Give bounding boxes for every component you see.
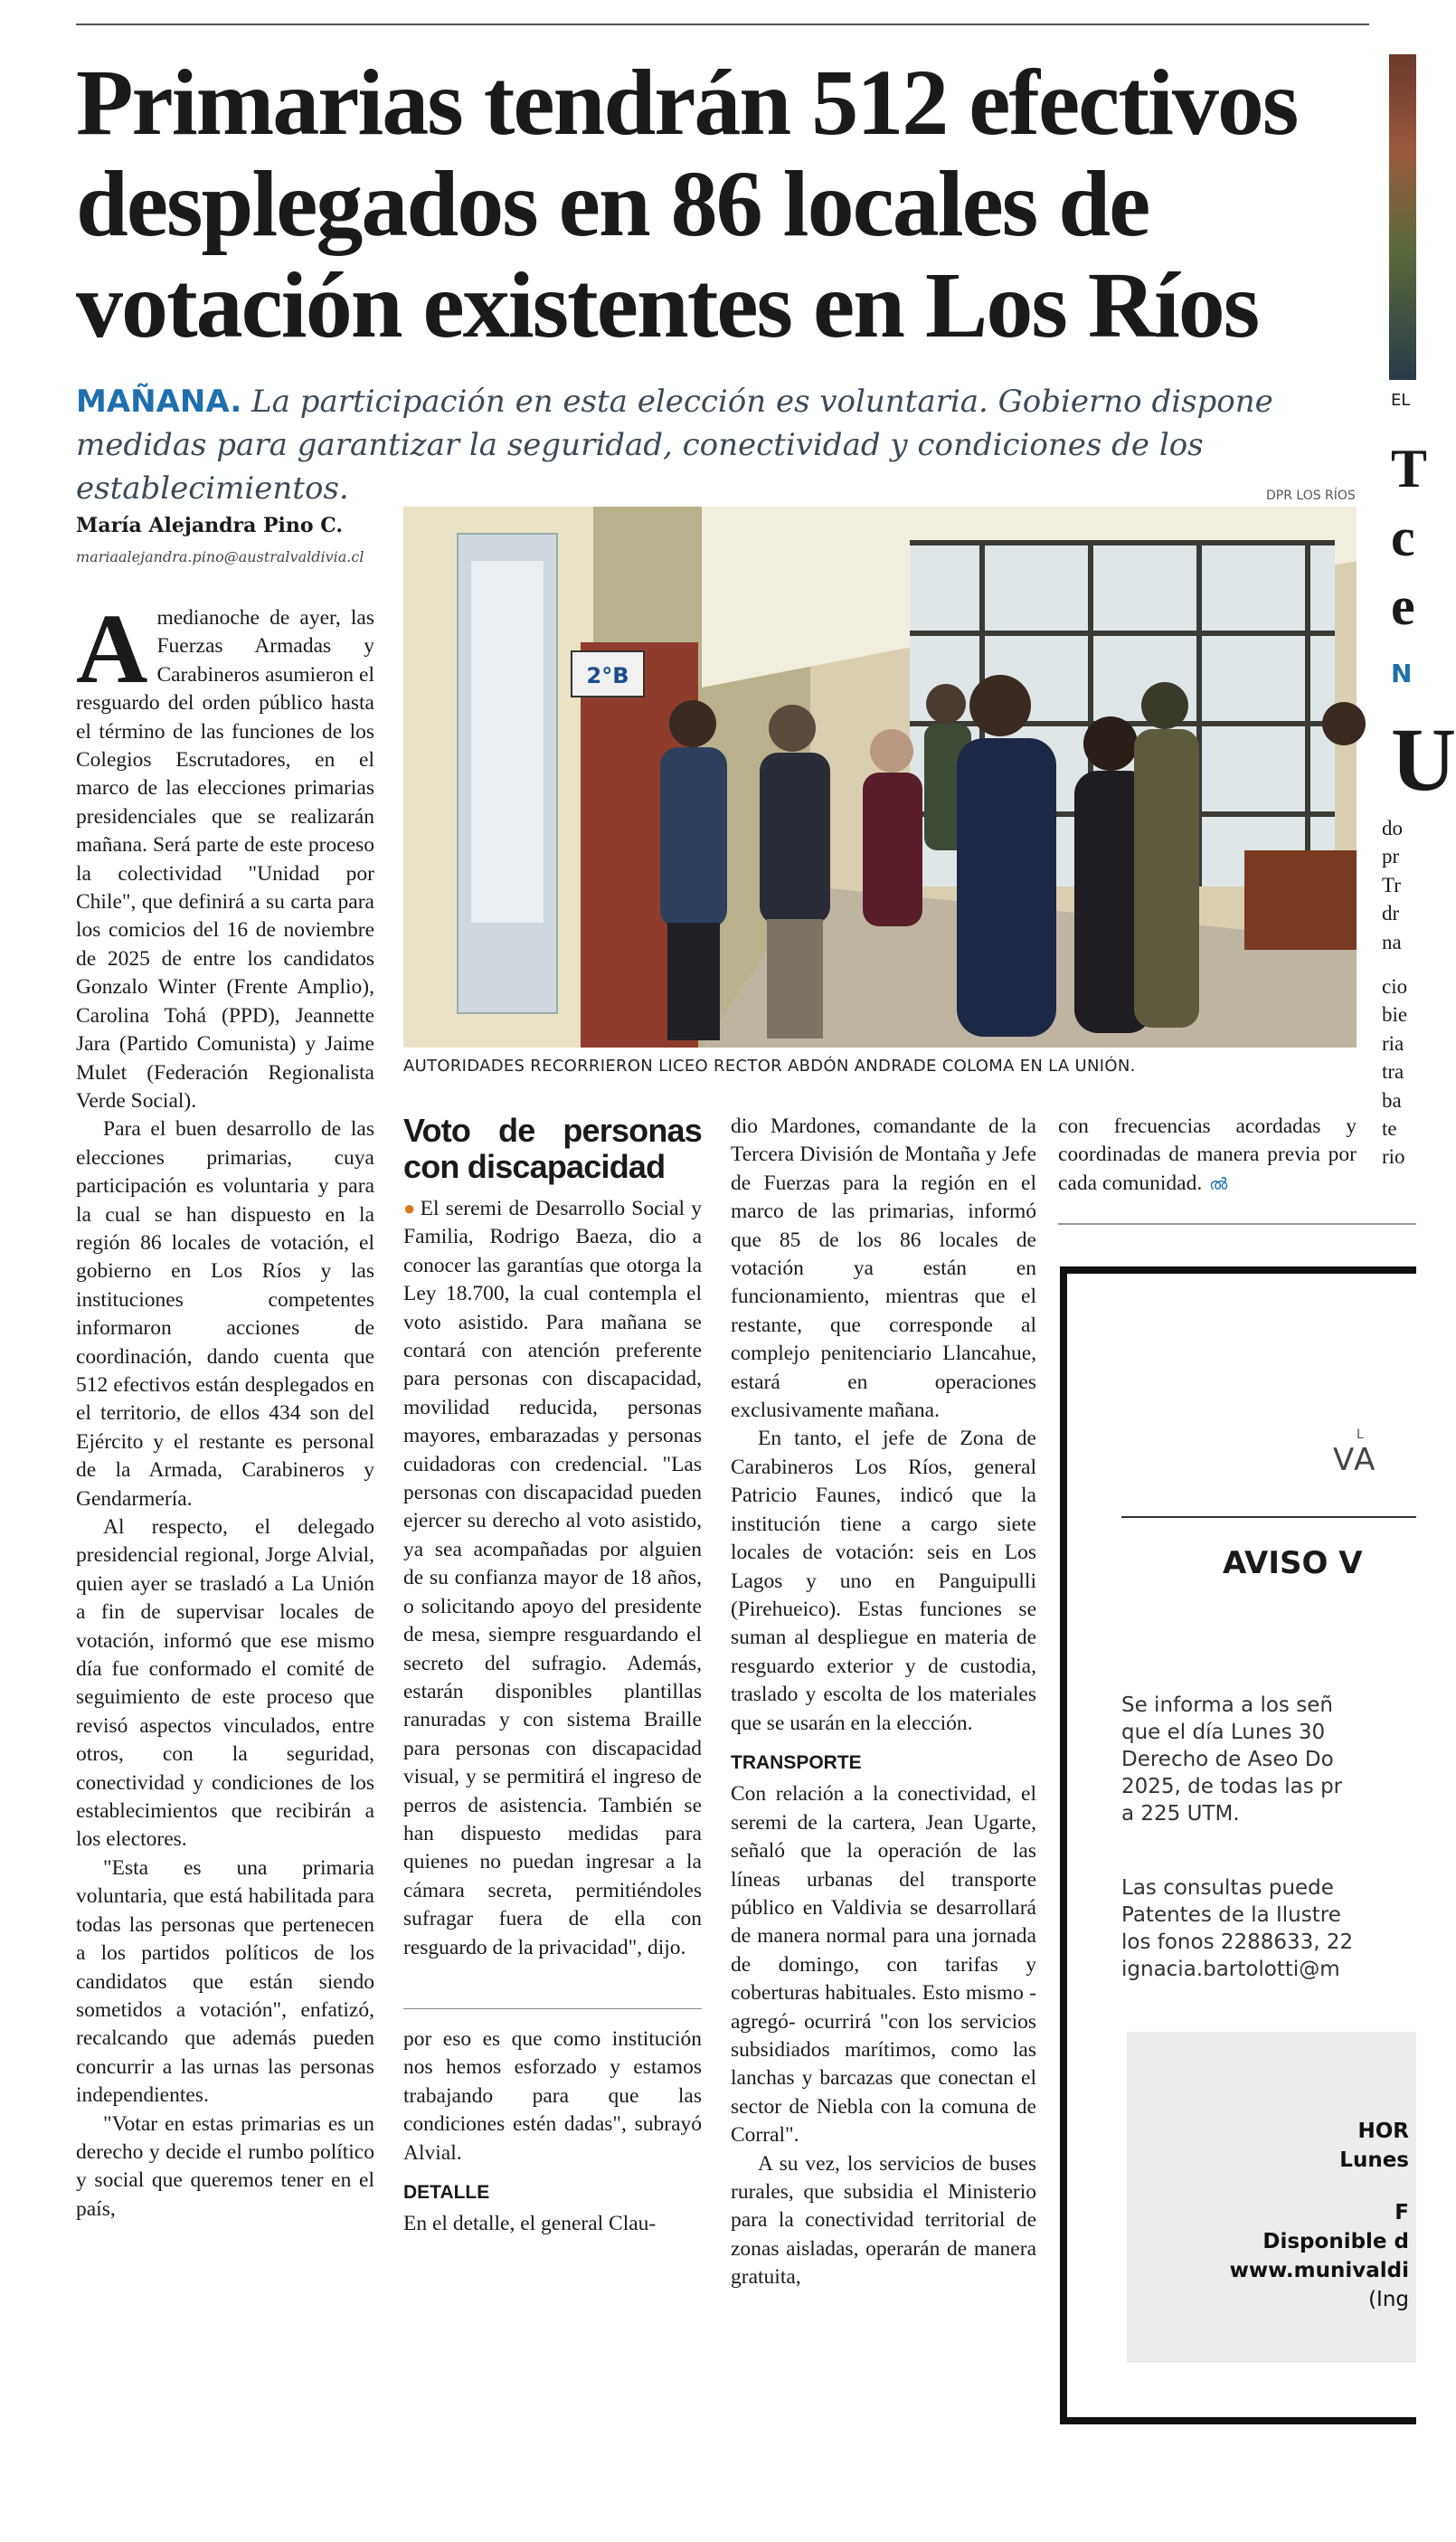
fragment: na xyxy=(1382,930,1402,953)
fragment: ba xyxy=(1382,1088,1402,1112)
paragraph: por eso es que como institución nos hemos esforzado y estamos trabajando para que las condiciones estén dadas", subrayó Alvial. xyxy=(403,2027,702,2165)
notice-box-text xyxy=(1127,2117,1409,2314)
headline xyxy=(76,52,1360,356)
notice-box-line: www.munivaldi xyxy=(1229,2259,1409,2282)
fragment: do xyxy=(1382,817,1403,839)
paragraph xyxy=(403,1194,702,1962)
notice-brand: VA xyxy=(1333,1442,1377,1478)
end-mark-icon: ൽ xyxy=(1209,1174,1228,1193)
photo-sign-text: 2°B xyxy=(586,663,629,688)
drop-cap: A xyxy=(76,593,148,704)
adjacent-headline xyxy=(1391,434,1427,640)
photo-illustration xyxy=(403,507,1357,1048)
notice-line: Las consultas puede xyxy=(1121,1876,1334,1900)
adjacent-headline-line: c xyxy=(1391,507,1415,567)
notice-line: 2025, de todas las pr xyxy=(1121,1775,1343,1798)
adjacent-photo xyxy=(1389,54,1416,380)
fragment: te xyxy=(1382,1117,1397,1141)
article-photo xyxy=(403,507,1357,1048)
fragment: tra xyxy=(1382,1060,1404,1084)
fragment: Tr xyxy=(1382,873,1401,896)
fragment: bie xyxy=(1382,1003,1408,1027)
notice-rule xyxy=(1121,1516,1416,1518)
paragraph xyxy=(1058,1113,1357,1199)
notice-text-block-2 xyxy=(1121,1874,1416,1983)
photo-credit: DPR LOS RÍOS xyxy=(1266,488,1356,503)
article-column-4 xyxy=(1058,1113,1357,1199)
paragraph-text: El seremi de Desarrollo Social y Familia, Rodrigo Baeza, dio a conocer las garantías que otorga la Ley 18.700, la cual contempla el voto asistido. Para mañana se contará con atención preferente para personas con discapacidad, movilidad reducida, personas mayores, embarazadas y personas cuidadoras con credencial. "Las personas con discapacidad pueden ejercer su derecho al voto asistido, ya sea acompañadas por alguien de su confianza mayor de 18 años, o solicitando apoyo del presidente de mesa, siempre resguardando el secreto del sufragio. Además, estarán disponibles plantillas ranuradas y con sistema Braille para personas con discapacidad visual, y se permitirá el ingreso de perros de asistencia. También se han dispuesto medidas para quienes no puedan ingresar a la cámara secreta, permitiéndoles sufragar fuera de ella con resguardo de la privacidad", dijo. xyxy=(403,1197,702,1959)
paragraph: Con relación a la conectividad, el seremi de la cartera, Jean Ugarte, señaló que la operación de las líneas urbanas del transporte público en Valdivia se desarrollará de manera normal para una jornada de domingo, con tarifas y coberturas habituales. Esto mismo -agregó- ocurrirá "con los servicios subsidiados marítimos, como las lanchas y barcazas que conectan el sector de Niebla con la comuna de Corral". xyxy=(731,1782,1036,2148)
notice-line: Patentes de la Ilustre xyxy=(1121,1903,1341,1927)
headline-line: Primarias tendrán 512 efectivos xyxy=(76,51,1298,155)
adjacent-headline-line: T xyxy=(1391,439,1428,498)
paragraph: dio Mardones, comandante de la Tercera División de Montaña y Jefe de Fuerzas para la región en el marco de las primarias, informó que 85 de los 86 locales de votación ya están en funcionamiento, mientras que el restante, que corresponde al complejo penitenciario Llancahue, estará en operaciones exclusivamente mañana. xyxy=(731,1114,1036,1423)
article-column-2 xyxy=(403,1113,702,1962)
paragraph xyxy=(76,593,374,1115)
headline-line: votación existentes en Los Ríos xyxy=(76,253,1259,357)
notice-line: los fonos 2288633, 22 xyxy=(1121,1930,1354,1954)
deck-text: La participación en esta elección es voluntaria. Gobierno dispone medidas para garantizar la seguridad, conectividad y condiciones de los establecimientos. xyxy=(76,384,1273,507)
paragraph: Al respecto, el delegado presidencial regional, Jorge Alvial, quien ayer se trasladó a La Unión a fin de supervisar locales de votación, informó que ese mismo día fue conformado el comité de seguimiento de este proceso que revisó aspectos vinculados, entre otros, con la seguridad, conectividad y condiciones de los establecimientos que recibirán a los electores. xyxy=(76,1515,374,1852)
fragment: pr xyxy=(1382,845,1400,868)
photo-caption: AUTORIDADES RECORRIERON LICEO RECTOR ABDÓN ANDRADE COLOMA EN LA UNIÓN. xyxy=(403,1057,1136,1076)
paragraph: "Votar en estas primarias es un derecho y decide el rumbo político y social que queremos tener en el país, xyxy=(76,2111,374,2221)
notice-box-line: Lunes xyxy=(1339,2148,1409,2172)
fragment: ria xyxy=(1382,1031,1404,1055)
bullet-dot-icon: ● xyxy=(403,1197,417,1219)
author-email: mariaalejandra.pino@australvaldivia.cl xyxy=(76,548,364,565)
notice-line: Se informa a los señ xyxy=(1121,1693,1333,1717)
paragraph: A su vez, los servicios de buses rurales, que subsidia el Ministerio para la conectividad territorial de zonas aisladas, operarán de manera gratuita, xyxy=(731,2151,1036,2290)
article-column-2-continued xyxy=(403,2008,702,2239)
subhead: Voto de personas con discapacidad xyxy=(403,1112,702,1185)
notice-line: que el día Lunes 30 xyxy=(1121,1721,1326,1744)
paragraph-text: medianoche de ayer, las Fuerzas Armadas y Carabineros asumieron el resguardo del orden público hasta el término de las funciones de los Colegios Escrutadores, en el marco de las elecciones primarias presidenciales que se realizarán mañana. Será parte de este proceso la colectividad "Unidad por Chile", que definirá a su carta para los comicios del 16 de noviembre de 2025 de entre los candidatos Gonzalo Winter (Frente Amplio), Carolina Tohá (PPD), Jeannette Jara (Partido Comunista) y Jaime Mulet (Federación Regionalista Verde Social). xyxy=(76,606,374,1113)
divider xyxy=(403,2008,702,2009)
notice-title: AVISO V xyxy=(1223,1545,1363,1581)
notice-box-line: F xyxy=(1395,2201,1409,2224)
top-rule xyxy=(76,24,1369,25)
byline: María Alejandra Pino C. xyxy=(76,514,344,537)
article-column-1 xyxy=(76,593,374,2224)
paragraph: "Esta es una primaria voluntaria, que está habilitada para todas las personas que pertenecen a los partidos políticos de los candidatos que están siendo sometidos a votación", enfatizó, recalcando que además pueden concurrir a las urnas las personas independientes. xyxy=(76,1855,374,2108)
fragment: rio xyxy=(1382,1145,1405,1169)
notice-line: Derecho de Aseo Do xyxy=(1121,1748,1334,1771)
notice-box-line: Disponible d xyxy=(1262,2230,1409,2253)
deck xyxy=(76,380,1360,510)
deck-kicker: MAÑANA. xyxy=(76,384,242,420)
paragraph: Para el buen desarrollo de las elecciones primarias, cuya participación es voluntaria y para la cual se han dispuesto en la región 86 locales de votación, el gobierno en Los Ríos y las instituciones competentes informaron acciones de coordinación, dando cuenta que 512 efectivos están desplegados en el territorio, de ellos 434 son del Ejército y el restante es personal de la Armada, Carabineros y Gendarmería. xyxy=(76,1117,374,1511)
adjacent-drop-cap: U xyxy=(1391,709,1456,810)
headline-line: desplegados en 86 locales de xyxy=(76,152,1149,256)
paragraph: En el detalle, el general Clau- xyxy=(403,2212,657,2236)
paragraph: En tanto, el jefe de Zona de Carabineros Los Ríos, general Patricio Faunes, indicó que la institución tiene a cargo siete locales de votación: seis en Los Lagos y uno en Panguipulli (Pirehueico). Estas funciones se suman al despliegue en materia de resguardo exterior y de custodia, traslado y escolta de los materiales que se usarán en la elección. xyxy=(731,1427,1036,1735)
section-label-transporte: TRANSPORTE xyxy=(731,1751,862,1773)
adjacent-headline-line: e xyxy=(1391,576,1415,636)
notice-box-line: (Ing xyxy=(1368,2288,1409,2311)
notice-brand-small: L xyxy=(1357,1428,1364,1442)
fragment: cio xyxy=(1382,975,1408,999)
divider xyxy=(1380,1223,1416,1225)
notice-text-block-1 xyxy=(1121,1692,1416,1827)
article-column-3 xyxy=(731,1113,1036,2292)
paragraph-text: con frecuencias acordadas y coordinadas de manera previa por cada comunidad. xyxy=(1058,1114,1357,1195)
section-label-detalle: DETALLE xyxy=(403,2182,490,2204)
adjacent-caption: EL xyxy=(1391,391,1411,410)
adjacent-text-fragments xyxy=(1382,814,1416,1171)
divider xyxy=(1058,1223,1416,1225)
notice-line: ignacia.bartolotti@m xyxy=(1121,1958,1340,1981)
adjacent-kicker: N xyxy=(1391,659,1413,688)
fragment: dr xyxy=(1382,902,1400,925)
notice-box-line: HOR xyxy=(1357,2120,1409,2143)
notice-line: a 225 UTM. xyxy=(1121,1802,1240,1826)
